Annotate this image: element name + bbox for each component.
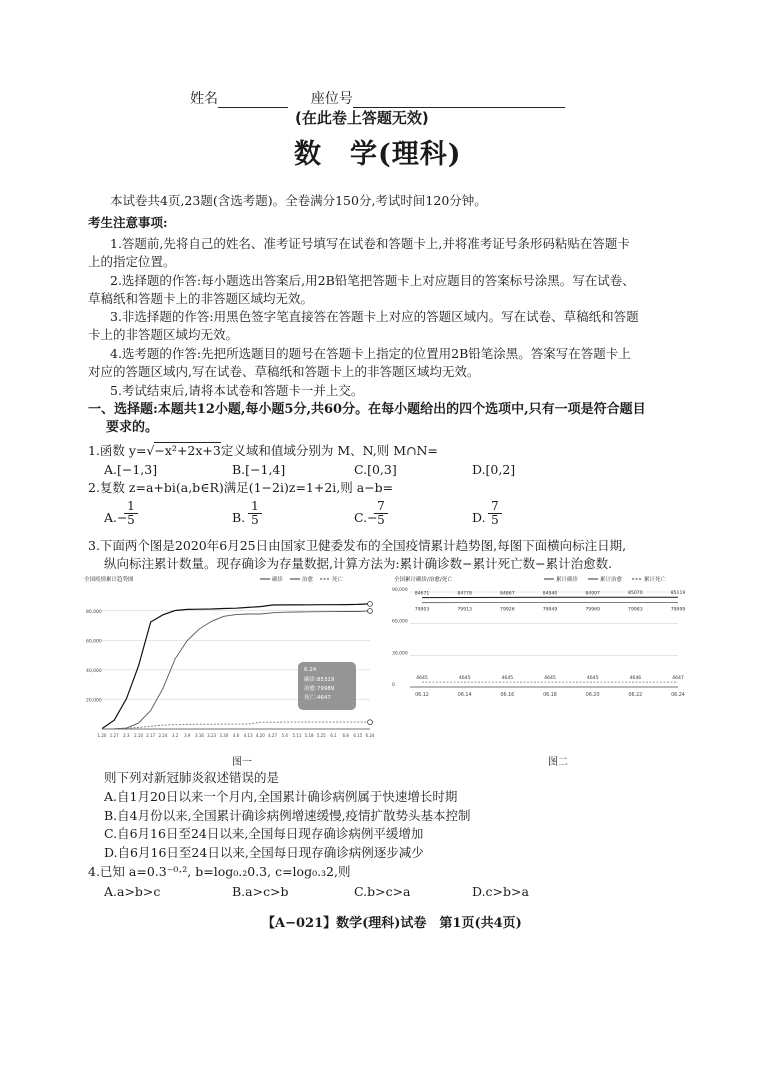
page-footer: 【A−021】数学(理科)试卷 第1页(共4页) — [262, 916, 522, 931]
q3-option: D.自6月16日至24日以来,全国每日现存确诊病例逐步减少 — [104, 845, 424, 860]
x-tick-label: 1.27 — [109, 733, 119, 738]
data-label: 79999 — [670, 607, 686, 613]
chart-title: 全国疫情累计趋势图 — [84, 577, 134, 583]
legend-label: 累计确诊 — [556, 577, 579, 583]
data-label: 4645 — [416, 676, 428, 682]
y-tick-label: 80,000 — [86, 609, 102, 615]
x-tick-label: 4.13 — [243, 733, 253, 738]
page-title: 数 学(理科) — [294, 139, 462, 170]
q1-stem-b: 定义域和值域分别为 M、N,则 M∩N= — [220, 443, 438, 458]
frac-den: 5 — [127, 513, 135, 527]
series-line-2 — [102, 722, 370, 729]
x-tick-label: 3.9 — [184, 733, 191, 738]
y-tick-label: 40,000 — [86, 668, 102, 674]
q3-stem1: 3.下面两个图是2020年6月25日由国家卫健委发布的全国疫情累计趋势图,每图下面横向标注日期, — [88, 538, 627, 553]
seat-blank — [353, 93, 565, 108]
q1-stem — [88, 443, 438, 459]
series-end-point — [368, 601, 373, 606]
q2-stem: 2.复数 z=a+bi(a,b∈R)满足(1−2i)z=1+2i,则 a−b= — [88, 480, 394, 495]
tooltip-date: 6.24 — [304, 667, 317, 673]
x-tick-label: 5.25 — [316, 733, 326, 738]
x-tick-label: 06.20 — [585, 693, 600, 698]
data-label: 79913 — [457, 607, 472, 613]
data-label: 4645 — [458, 676, 471, 682]
legend-label: 死亡 — [332, 577, 344, 583]
legend-label: 累计死亡 — [644, 577, 667, 583]
chart-one-svg — [84, 574, 378, 750]
x-tick-label: 5.4 — [281, 733, 288, 738]
chart-one — [84, 574, 378, 750]
data-label: 4647 — [672, 676, 684, 682]
x-tick-label: 6.24 — [365, 733, 375, 738]
data-label: 79903 — [414, 607, 430, 613]
x-tick-label: 06.18 — [543, 693, 557, 698]
q3-option: A.自1月20日以来一个月内,全国累计确诊病例属于快速增长时期 — [104, 789, 458, 804]
series-end-point — [368, 609, 373, 614]
y-tick-label: 90,000 — [392, 588, 408, 593]
x-tick-label: 5.18 — [304, 733, 314, 738]
q1-stem-a: 1.函数 y= — [88, 443, 147, 458]
q2-letter: B. — [232, 510, 246, 525]
data-label: 4646 — [629, 676, 642, 682]
chart-two-caption: 图二 — [548, 757, 568, 768]
x-tick-label: 3.16 — [195, 733, 204, 738]
x-tick-label: 3.2 — [171, 733, 179, 738]
q2-frac-a — [124, 500, 138, 527]
frac-den: 5 — [377, 513, 385, 527]
data-label: 4645 — [586, 676, 599, 682]
tooltip-line: 治愈:79989 — [304, 686, 335, 692]
q2-option-d — [472, 510, 486, 525]
x-tick-label: 6.1 — [330, 733, 337, 738]
note-line: 3.非选择题的作答:用黑色签字笔直接答在答题卡上对应的答题区域内。写在试卷、草稿纸和答题 — [110, 309, 639, 324]
data-label: 85119 — [670, 591, 686, 597]
q2-sign: − — [367, 510, 378, 525]
chart-tooltip — [298, 662, 356, 710]
tooltip-line: 确诊:85319 — [304, 677, 335, 683]
q2-letter: C. — [354, 510, 368, 525]
x-tick-label: 4.27 — [268, 733, 277, 738]
data-label: 79949 — [542, 607, 558, 613]
x-tick-label: 4.20 — [255, 733, 265, 738]
data-label: 84867 — [500, 591, 515, 597]
x-tick-label: 06.12 — [415, 693, 429, 698]
q2-frac-b — [248, 500, 262, 527]
q4-option: C.b>c>a — [354, 884, 411, 899]
name-blank — [218, 93, 288, 108]
frac-num: 7 — [374, 500, 388, 514]
q1-option: B.[−1,4] — [232, 462, 286, 477]
data-label: 4645 — [544, 676, 556, 682]
sqrt-icon: √ — [146, 443, 155, 458]
chart-title: 全国累计确诊/治愈/死亡 — [394, 577, 453, 583]
intro: 本试卷共4页,23题(含选考题)。全卷满分150分,考试时间120分钟。 — [110, 193, 487, 208]
q3-option: B.自4月份以来,全国累计确诊病例增速缓慢,疫情扩散势头基本控制 — [104, 808, 471, 823]
notice: (在此卷上答题无效) — [295, 109, 429, 127]
x-tick-label: 3.30 — [219, 733, 229, 738]
x-tick-label: 2.3 — [123, 733, 130, 738]
q4-option: A.a>b>c — [104, 884, 161, 899]
frac-den: 5 — [251, 513, 259, 527]
series-end-point — [368, 720, 373, 725]
q3-stem2: 纵向标注累计数量。现存确诊为存量数据,计算方法为:累计确诊数−累计死亡数−累计治愈数. — [104, 556, 613, 571]
name-label: 姓名 — [190, 91, 218, 107]
y-tick-label: 20,000 — [86, 698, 102, 704]
section1-line2: 要求的。 — [106, 420, 159, 435]
q2-frac-d — [488, 500, 502, 527]
q4-stem: 4.已知 a=0.3⁻⁰·², b=log₀.₂0.3, c=log₀.₃2,则 — [88, 864, 351, 879]
chart-one-caption: 图一 — [232, 757, 252, 768]
x-tick-label: 06.16 — [500, 693, 515, 698]
note-line: 对应的答题区域内,写在试卷、草稿纸和答题卡上的非答题区域均无效。 — [88, 364, 480, 379]
legend-label: 累计治愈 — [600, 577, 623, 583]
data-label: 79969 — [585, 607, 600, 613]
x-tick-label: 06.22 — [628, 693, 643, 698]
y-tick-label: 60,000 — [86, 639, 102, 645]
q1-option: D.[0,2] — [472, 462, 516, 477]
data-label: 84671 — [414, 591, 430, 597]
x-tick-label: 2.17 — [146, 733, 156, 738]
x-tick-label: 1.20 — [97, 733, 107, 738]
y-tick-label: 30,000 — [392, 651, 408, 657]
data-label: 79926 — [500, 607, 515, 613]
notes-heading: 考生注意事项: — [88, 215, 168, 230]
x-tick-label: 4.6 — [232, 733, 240, 738]
legend-label: 治愈 — [302, 577, 314, 583]
data-label: 4645 — [501, 676, 514, 682]
chart-two — [392, 574, 686, 702]
x-tick-label: 06.24 — [671, 693, 685, 698]
frac-num: 7 — [488, 500, 502, 514]
name-field — [190, 88, 565, 108]
x-tick-label: 5.11 — [292, 733, 302, 738]
chart-two-svg — [392, 574, 686, 702]
note-line: 2.选择题的作答:每小题选出答案后,用2B铅笔把答题卡上对应题目的答案标号涂黑。写在试卷、 — [110, 273, 635, 288]
data-label: 79983 — [628, 607, 643, 613]
data-label: 84997 — [585, 591, 600, 597]
y-tick-label: 0 — [392, 683, 395, 688]
q2-sign: − — [117, 510, 128, 525]
x-tick-label: 2.24 — [158, 733, 168, 738]
x-tick-label: 2.10 — [134, 733, 143, 738]
q2-frac-c — [374, 500, 388, 527]
x-tick-label: 6.8 — [342, 733, 349, 738]
q1-radicand: −x²+2x+3 — [154, 443, 221, 458]
section1-line1: 一、选择题:本题共12小题,每小题5分,共60分。在每小题给出的四个选项中,只有一项是符合题目 — [88, 402, 646, 417]
q2-letter: A. — [104, 510, 118, 525]
x-tick-label: 3.23 — [207, 733, 217, 738]
q1-option: C.[0,3] — [354, 462, 397, 477]
q2-option-b — [232, 510, 245, 525]
note-line: 5.考试结束后,请将本试卷和答题卡一并上交。 — [110, 383, 364, 398]
seat-label: 座位号 — [310, 91, 353, 107]
y-tick-label: 60,000 — [392, 619, 408, 625]
frac-den: 5 — [491, 513, 499, 527]
x-tick-label: 06.14 — [457, 693, 472, 698]
data-label: 84940 — [542, 591, 558, 597]
data-label: 84778 — [457, 591, 472, 597]
q4-option: B.a>c>b — [232, 884, 289, 899]
frac-num: 1 — [248, 500, 262, 514]
frac-num: 1 — [124, 500, 138, 514]
note-line: 卡上的非答题区域均无效。 — [88, 327, 239, 342]
q2-letter: D. — [472, 510, 486, 525]
note-line: 上的指定位置。 — [88, 254, 176, 269]
legend-label: 确诊 — [272, 577, 284, 583]
q1-option: A.[−1,3] — [104, 462, 158, 477]
note-line: 4.选考题的作答:先把所选题目的题号在答题卡上指定的位置用2B铅笔涂黑。答案写在答题卡上 — [110, 346, 631, 361]
q3-question: 则下列对新冠肺炎叙述错误的是 — [104, 770, 280, 785]
note-line: 草稿纸和答题卡上的非答题区域均无效。 — [88, 291, 314, 306]
data-label: 85070 — [628, 591, 643, 597]
note-line: 1.答题前,先将自己的姓名、准考证号填写在试卷和答题卡上,并将准考证号条形码粘贴在答题卡 — [110, 236, 630, 251]
q3-option: C.自6月16日至24日以来,全国每日现存确诊病例平缓增加 — [104, 826, 424, 841]
x-tick-label: 6.15 — [353, 733, 363, 738]
q4-option: D.c>b>a — [472, 884, 529, 899]
tooltip-line: 死亡:4647 — [304, 695, 331, 701]
